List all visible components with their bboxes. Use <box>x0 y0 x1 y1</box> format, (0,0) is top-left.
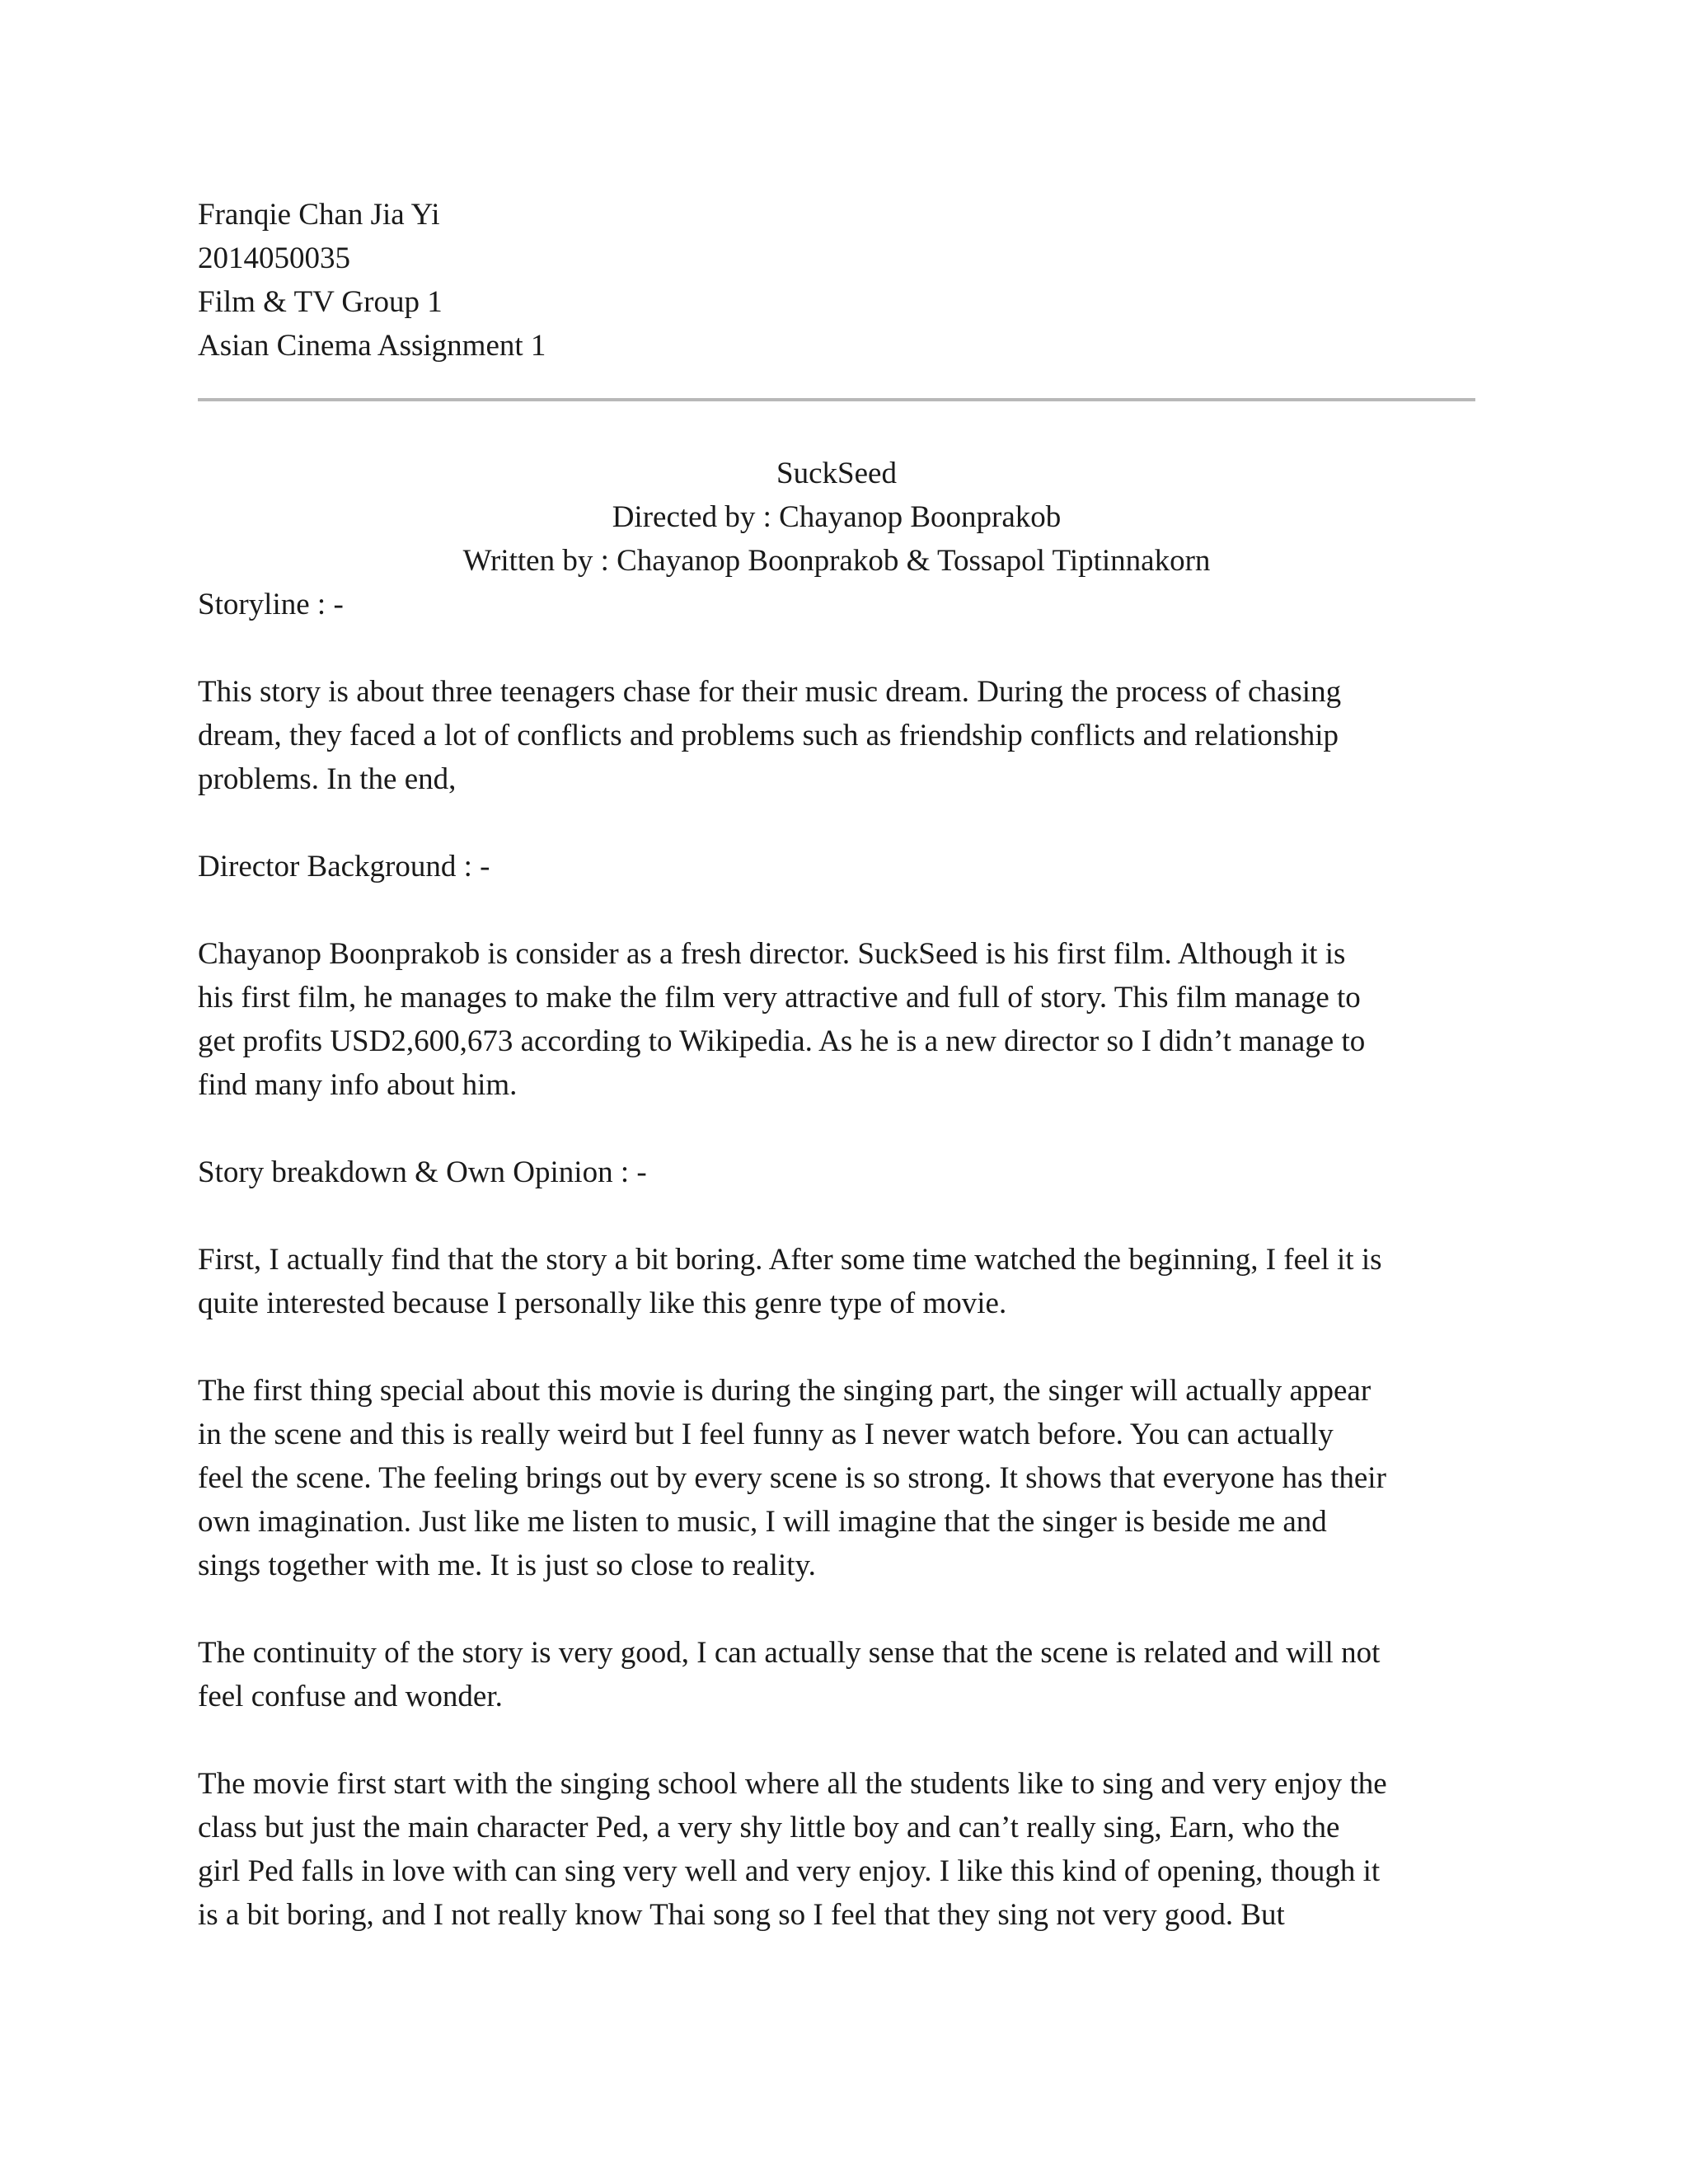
film-director-credit: Directed by : Chayanop Boonprakob <box>612 500 1062 534</box>
paragraph-spacer <box>198 1194 1484 1238</box>
film-title: SuckSeed <box>776 457 897 490</box>
film-writer-credit: Written by : Chayanop Boonprakob & Tossapol Tiptinnakorn <box>462 544 1211 578</box>
director-background-paragraph: Chayanop Boonprakob is consider as a fresh director. SuckSeed is his first film. Although it is his first film, he manages to make the film very attractive and full of story. This film manage to get profits USD2,600,673 according to Wikipedia. As he is a new director so I didn’t manage to find many info about him. <box>198 937 1366 1102</box>
author-header <box>198 193 546 368</box>
paragraph-spacer <box>198 1718 1484 1762</box>
opinion-paragraph-4: The movie first start with the singing school where all the students like to sing and very enjoy the class but just the main character Ped, a very shy little boy and can’t really sing, Earn, who the girl Ped falls in love with can sing very well and very enjoy. I like this kind of opening, though it is a bit boring, and I not really know Thai song so I feel that they sing not very good. But <box>198 1767 1387 1932</box>
author-name: Franqie Chan Jia Yi <box>198 198 440 232</box>
storyline-paragraph: This story is about three teenagers chase for their music dream. During the process of chasing dream, they faced a lot of conflicts and problems such as friendship conflicts and relationship problems. In the end, <box>198 675 1342 796</box>
opinion-paragraph-2: The first thing special about this movie is during the singing part, the singer will actually appear in the scene and this is really weird but I feel funny as I never watch before. You can actually feel the scene. The feeling brings out by every scene is so strong. It shows that everyone has their own imagination. Just like me listen to music, I will imagine that the singer is beside me and sings together with me. It is just so close to reality. <box>198 1374 1386 1582</box>
opinion-paragraph-3: The continuity of the story is very good, I can actually sense that the scene is related and will not feel confuse and wonder. <box>198 1636 1381 1713</box>
paragraph-spacer <box>198 1325 1484 1369</box>
paragraph-spacer <box>198 1587 1484 1631</box>
assignment-title: Asian Cinema Assignment 1 <box>198 329 546 363</box>
student-id: 2014050035 <box>198 241 350 275</box>
film-title-block <box>198 452 1475 583</box>
opinion-paragraph-1: First, I actually find that the story a bit boring. After some time watched the beginning, I feel it is quite interested because I personally like this genre type of movie. <box>198 1243 1382 1320</box>
paragraph-spacer <box>198 888 1484 932</box>
class-group: Film & TV Group 1 <box>198 285 443 319</box>
director-background-heading: Director Background : - <box>198 850 490 883</box>
storyline-heading: Storyline : - <box>198 588 344 621</box>
paragraph-spacer <box>198 1107 1484 1151</box>
paragraph-spacer <box>198 626 1484 670</box>
paragraph-spacer <box>198 801 1484 845</box>
horizontal-divider <box>198 398 1475 401</box>
document-body <box>198 583 1484 1937</box>
opinion-heading: Story breakdown & Own Opinion : - <box>198 1155 647 1189</box>
